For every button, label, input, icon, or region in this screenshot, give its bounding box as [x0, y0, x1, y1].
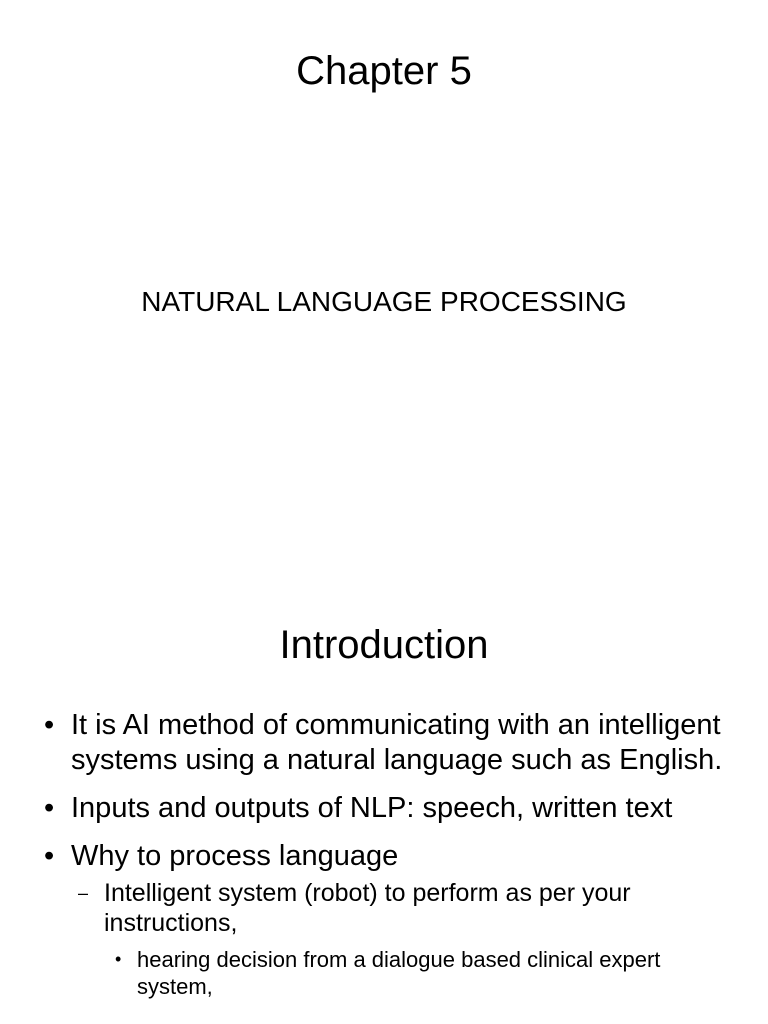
bullet-marker: • [115, 949, 122, 969]
sub-sub-bullet-list [0, 946, 768, 1000]
slide-title: Chapter 5 [296, 49, 472, 93]
sub-bullet-group [0, 878, 768, 1000]
bullet-item [0, 791, 768, 826]
section-title: Introduction [279, 623, 489, 667]
bullet-item [0, 839, 768, 874]
sub-sub-bullet-text: hearing decision from a dialogue based clinical expert system, [137, 947, 661, 999]
bullet-marker: • [44, 792, 55, 824]
bullet-list [0, 708, 768, 1000]
bullet-marker: • [44, 840, 55, 872]
sub-bullet-item [0, 878, 768, 938]
bullet-text: Inputs and outputs of NLP: speech, written text [71, 792, 673, 824]
sub-sub-bullet-item [0, 946, 768, 1000]
sub-bullet-list [0, 878, 768, 1000]
dash-marker: – [78, 883, 89, 903]
bullet-marker: • [44, 709, 55, 741]
bullet-item [0, 708, 768, 778]
slide-subtitle: NATURAL LANGUAGE PROCESSING [141, 286, 627, 317]
sub-bullet-text: Intelligent system (robot) to perform as per your instructions, [104, 879, 631, 937]
bullet-text: It is AI method of communicating with an intelligent systems using a natural language such as English. [71, 709, 723, 776]
bullet-text: Why to process language [71, 840, 399, 872]
sub-sub-bullet-group [0, 946, 768, 1000]
